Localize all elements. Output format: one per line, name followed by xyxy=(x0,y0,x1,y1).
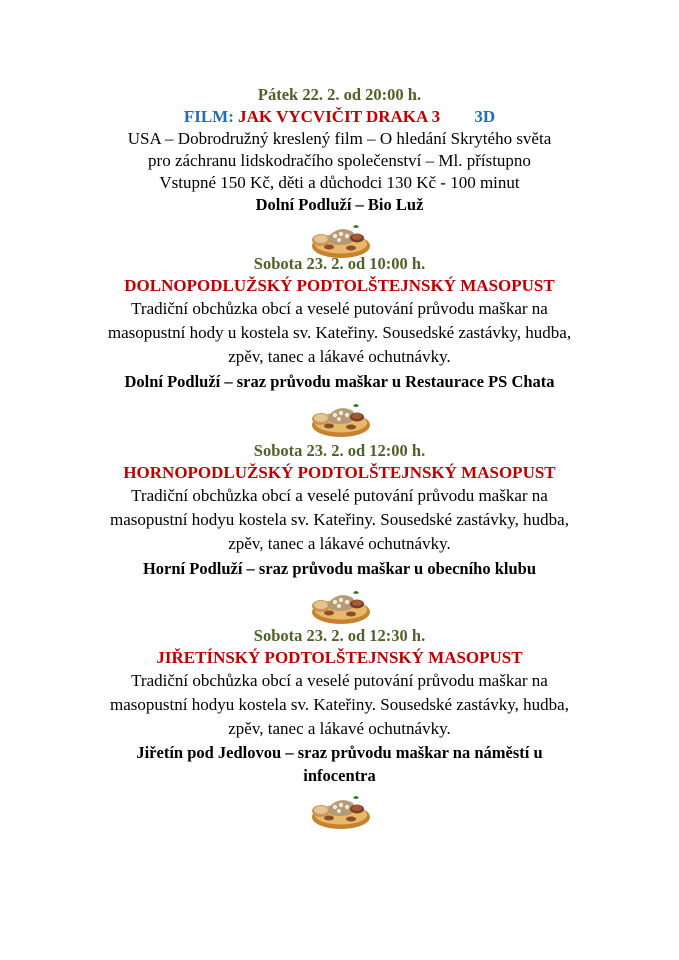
event-desc-3: zpěv, tanec a lákavé ochutnávky. xyxy=(228,534,451,553)
event-desc-2: masopustní hodyu kostela sv. Kateřiny. Sousedské zastávky, hudba, xyxy=(110,695,569,714)
event-desc-2: masopustní hody u kostela sv. Kateřiny. Sousedské zastávky, hudba, xyxy=(107,323,572,342)
event-place: Jiřetín pod Jedlovou – sraz průvodu maškar na náměstí u xyxy=(136,743,543,762)
film-date: Pátek 22. 2. od 20:00 h. xyxy=(257,85,422,104)
film-format: 3D xyxy=(474,107,496,126)
event-place: Dolní Podluží – sraz průvodu maškar u Restaurace PS Chata xyxy=(124,372,555,391)
sausage-platter-icon xyxy=(309,397,371,439)
event-place: Horní Podluží – sraz průvodu maškar u obecního klubu xyxy=(142,559,537,578)
event-date: Sobota 23. 2. od 10:00 h. xyxy=(253,254,426,273)
film-title: JAK VYCVIČIT DRAKA 3 xyxy=(238,107,441,126)
event-desc-3: zpěv, tanec a lákavé ochutnávky. xyxy=(228,719,451,738)
film-section xyxy=(0,84,679,260)
event-title: JIŘETÍNSKÝ PODTOLŠTEJNSKÝ MASOPUST xyxy=(156,648,523,667)
event-section xyxy=(0,253,679,439)
film-place: Dolní Podluží – Bio Luž xyxy=(255,195,424,214)
film-desc-3: Vstupné 150 Kč, děti a důchodci 130 Kč - 100 minut xyxy=(159,173,520,192)
event-desc-1: Tradiční obchůzka obcí a veselé putování průvodu maškar na xyxy=(131,299,548,318)
event-desc-1: Tradiční obchůzka obcí a veselé putování průvodu maškar na xyxy=(131,486,548,505)
film-desc-2: pro záchranu lidskodračího společenství – Ml. přístupno xyxy=(148,151,531,170)
film-heading xyxy=(0,106,679,128)
event-desc-3: zpěv, tanec a lákavé ochutnávky. xyxy=(228,347,451,366)
sausage-platter-icon xyxy=(309,584,371,626)
sausage-platter-icon xyxy=(309,789,371,831)
event-place-cont: infocentra xyxy=(303,766,376,785)
event-date: Sobota 23. 2. od 12:30 h. xyxy=(253,626,426,645)
event-section xyxy=(0,440,679,626)
event-date: Sobota 23. 2. od 12:00 h. xyxy=(253,441,426,460)
event-title: HORNOPODLUŽSKÝ PODTOLŠTEJNSKÝ MASOPUST xyxy=(123,463,556,482)
event-section xyxy=(0,625,679,831)
event-desc-1: Tradiční obchůzka obcí a veselé putování průvodu maškar na xyxy=(131,671,548,690)
event-desc-2: masopustní hodyu kostela sv. Kateřiny. Sousedské zastávky, hudba, xyxy=(110,510,569,529)
film-label: FILM: xyxy=(183,107,234,126)
event-title: DOLNOPODLUŽSKÝ PODTOLŠTEJNSKÝ MASOPUST xyxy=(124,276,555,295)
film-desc-1: USA – Dobrodružný kreslený film – O hledání Skrytého světa xyxy=(127,129,552,148)
